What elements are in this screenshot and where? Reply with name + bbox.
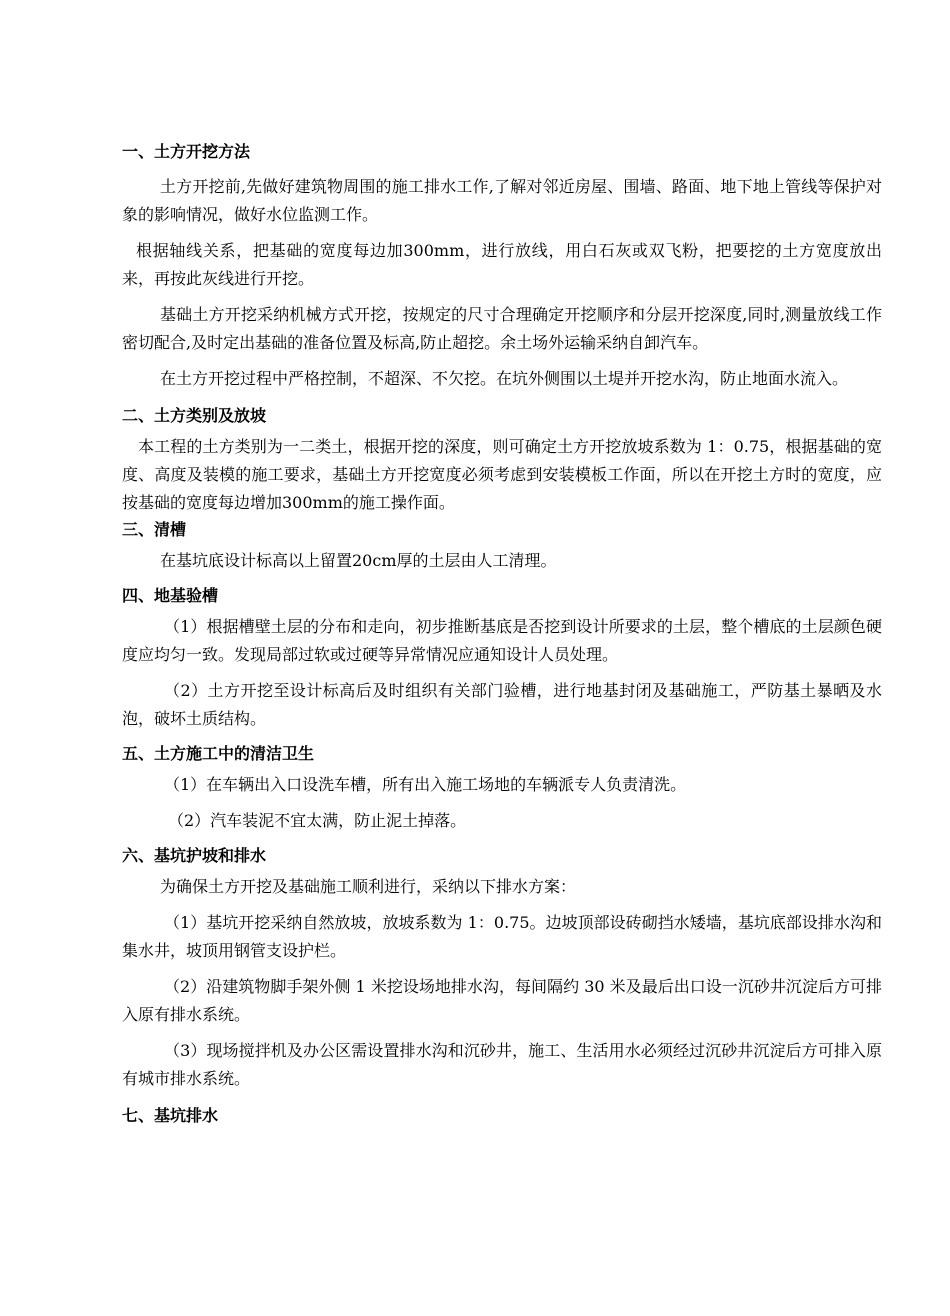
list-item: （1）根据槽壁土层的分布和走向，初步推断基底是否挖到设计所要求的土层，整个槽底的土层颜色硬度应均匀一致。发现局部过软或过硬等异常情况应通知设计人员处理。	[122, 617, 882, 664]
paragraph: 本工程的土方类别为一二类土，根据开挖的深度，则可确定土方开挖放坡系数为 1：0.75，根据基础的宽度、高度及装模的施工要求，基础土方开挖宽度必须考虑到安装模板工作面，所以在开挖土方时的宽度，应按基础的宽度每边增加300mm的施工操作面。	[122, 437, 882, 512]
paragraph: 土方开挖前,先做好建筑物周围的施工排水工作,了解对邻近房屋、围墙、路面、地下地上管线等保护对象的影响情况，做好水位监测工作。	[122, 177, 882, 224]
paragraph: 基础土方开挖采纳机械方式开挖，按规定的尺寸合理确定开挖顺序和分层开挖深度,同时,测量放线工作密切配合,及时定出基础的准备位置及标高,防止超挖。余土场外运输采纳自卸汽车。	[122, 305, 882, 352]
list-item: （2）汽车装泥不宜太满，防止泥土掉落。	[168, 811, 467, 830]
section-heading-site-hygiene: 五、土方施工中的清洁卫生	[122, 744, 315, 763]
paragraph: 在土方开挖过程中严格控制，不超深、不欠挖。在坑外侧围以土堤并开挖水沟，防止地面水流入。	[160, 369, 849, 388]
list-item: （2）土方开挖至设计标高后及时组织有关部门验槽，进行地基封闭及基础施工，严防基土暴晒及水泡，破坏土质结构。	[122, 681, 882, 728]
paragraph: 为确保土方开挖及基础施工顺利进行，采纳以下排水方案：	[160, 877, 577, 896]
list-item: （1）在车辆出入口设洗车槽，所有出入施工场地的车辆派专人负责清洗。	[164, 775, 687, 794]
paragraph: 在基坑底设计标高以上留置20cm厚的土层由人工清理。	[160, 551, 557, 570]
section-heading-soil-type: 二、土方类别及放坡	[122, 406, 267, 425]
section-heading-pit-drainage: 七、基坑排水	[122, 1106, 219, 1125]
section-heading-foundation-inspection: 四、地基验槽	[122, 586, 219, 605]
list-item: （2）沿建筑物脚手架外侧 1 米挖设场地排水沟，每间隔约 30 米及最后出口设一沉砂井沉淀后方可排入原有排水系统。	[122, 977, 882, 1024]
list-item: （1）基坑开挖采纳自然放坡，放坡系数为 1：0.75。边坡顶部设砖砌挡水矮墙，基坑底部设排水沟和集水井，坡顶用钢管支设护栏。	[122, 913, 882, 960]
section-heading-excavation-method: 一、土方开挖方法	[122, 142, 251, 161]
section-heading-slope-drainage: 六、基坑护坡和排水	[122, 846, 267, 865]
paragraph: 根据轴线关系，把基础的宽度每边加300mm，进行放线，用白石灰或双飞粉，把要挖的土方宽度放出来，再按此灰线进行开挖。	[122, 241, 882, 288]
list-item: （3）现场搅拌机及办公区需设置排水沟和沉砂井，施工、生活用水必须经过沉砂井沉淀后方可排入原有城市排水系统。	[122, 1041, 882, 1088]
section-heading-trench-cleaning: 三、清槽	[122, 520, 187, 539]
document-body	[122, 139, 882, 1129]
